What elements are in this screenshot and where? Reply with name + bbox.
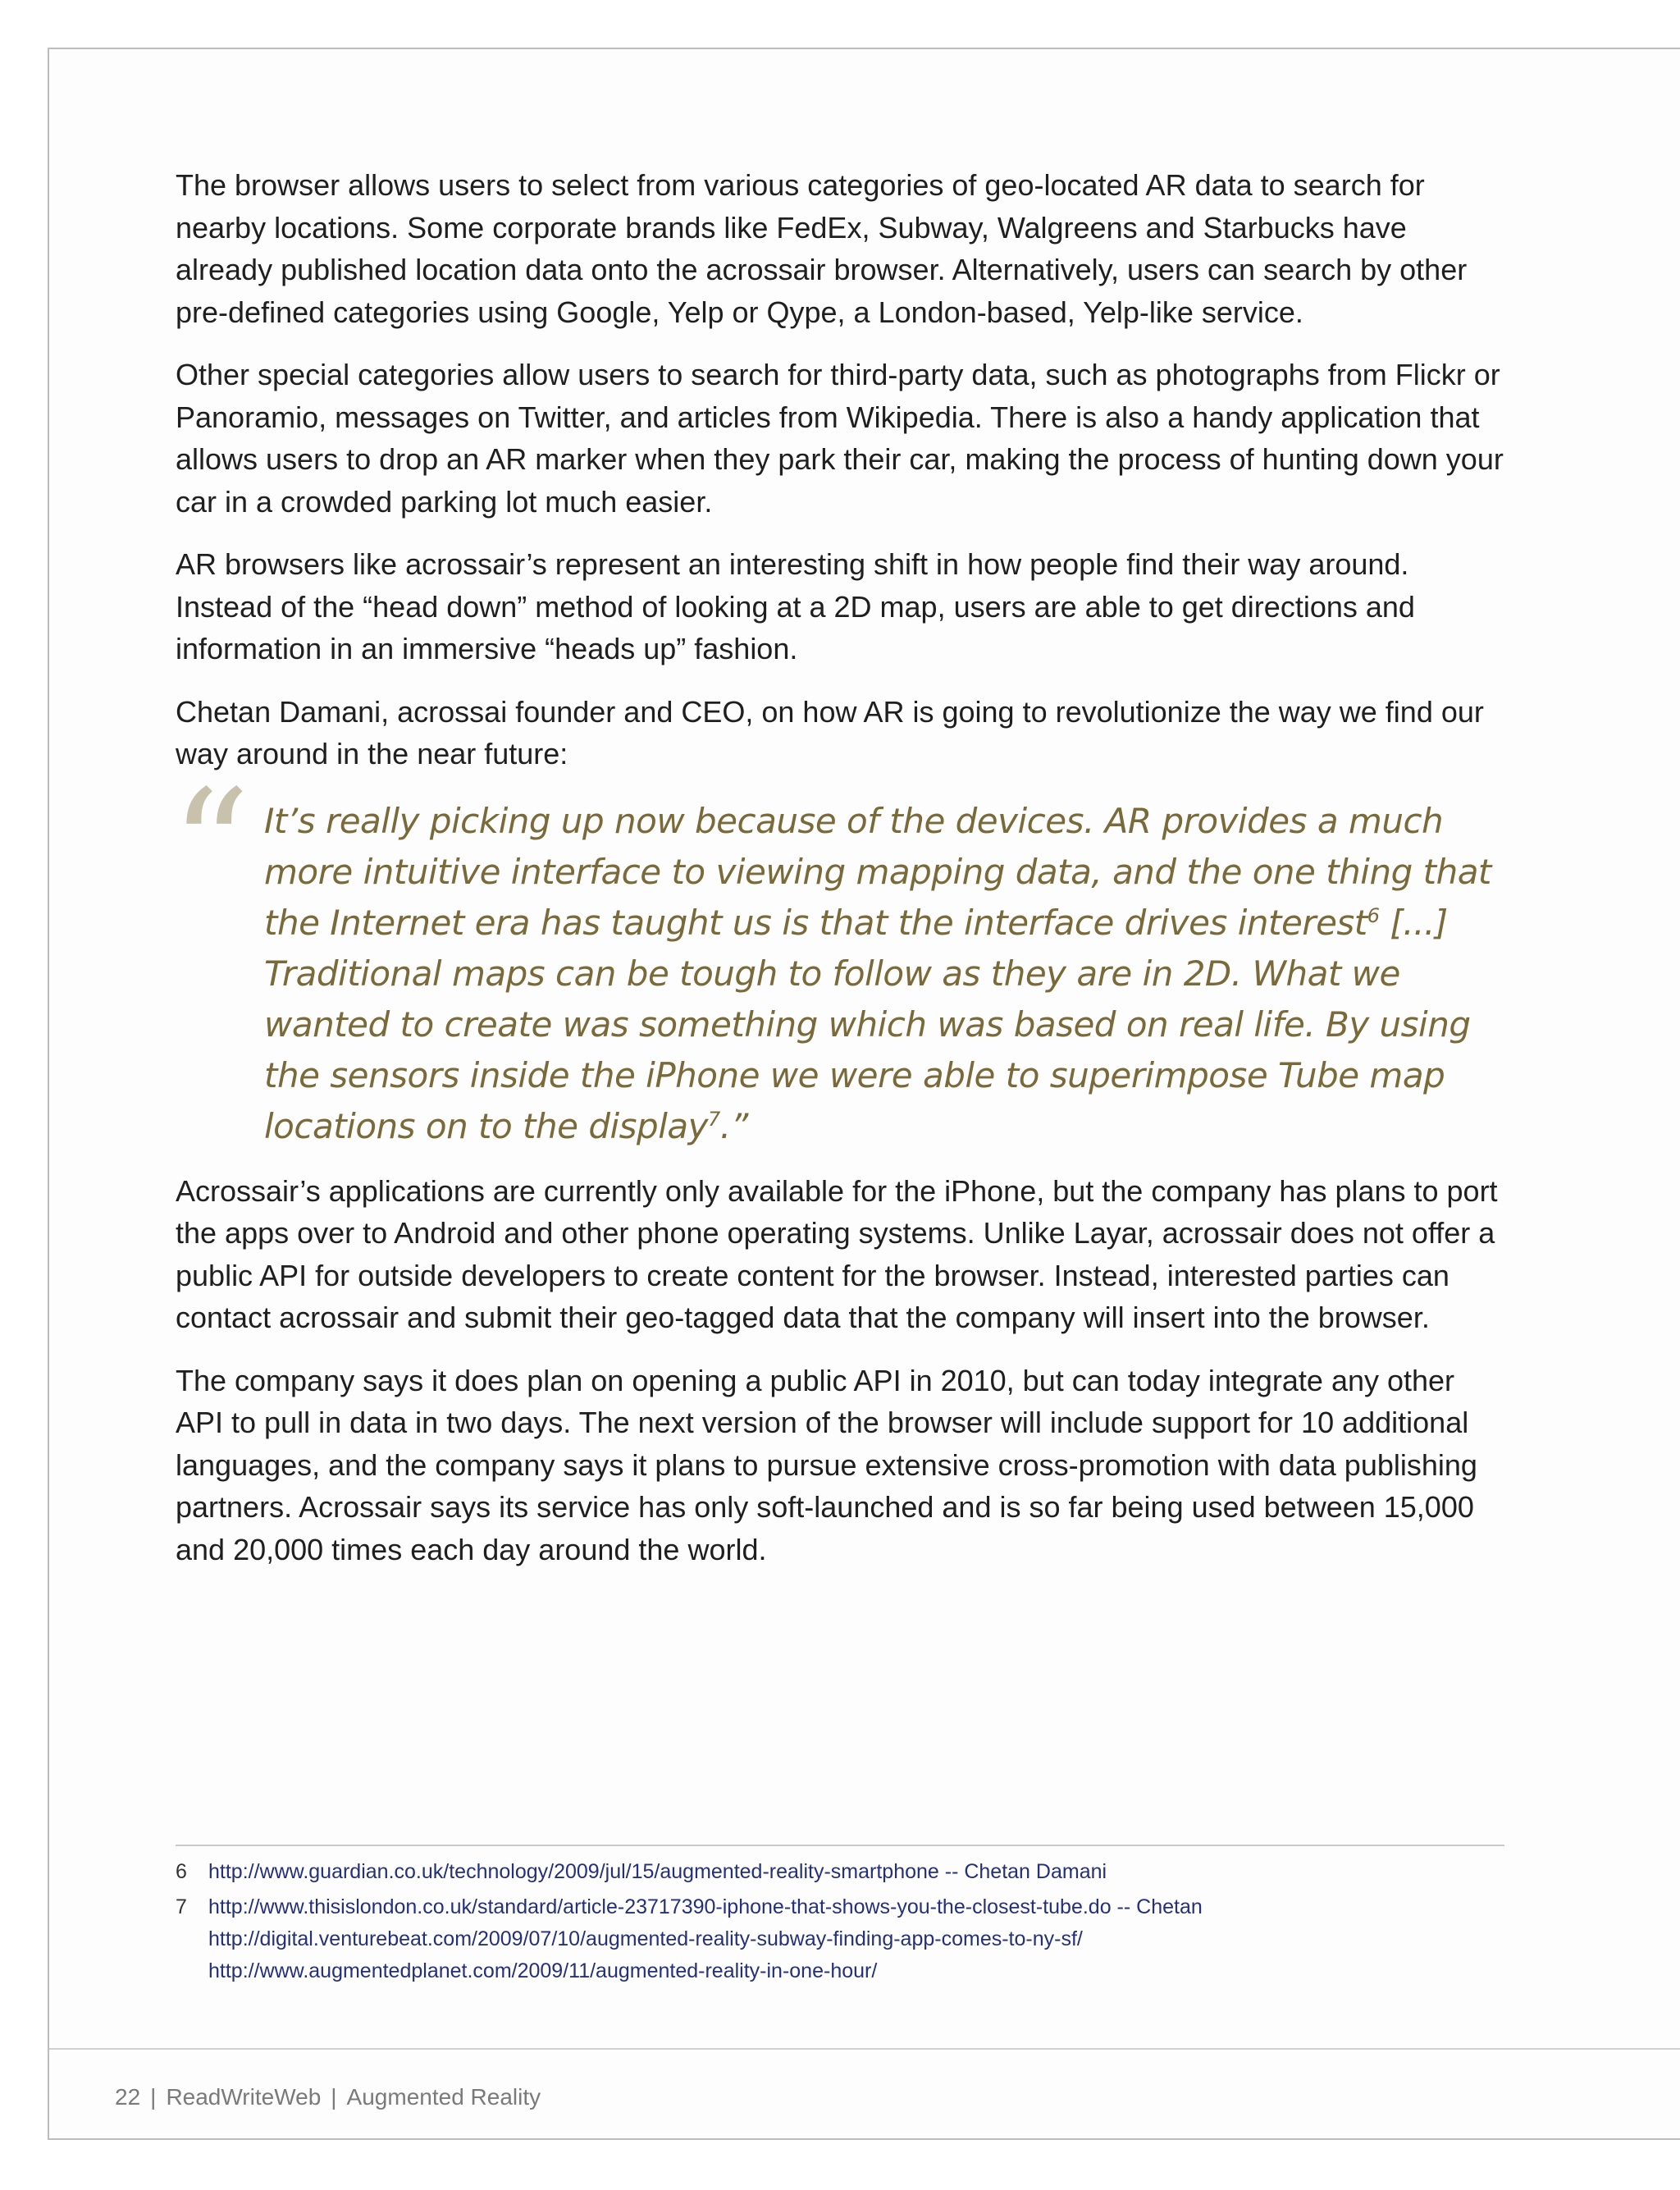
pull-quote bbox=[171, 756, 1504, 1152]
paragraph: Other special categories allow users to search for third-party data, such as photographs from Flickr or Panoramio, messages on Twitter, and articles from Wikipedia. There is also a handy application that allows users to drop an AR marker when they park their car, making the process of hunting down your car in a crowded parking lot much easier. bbox=[176, 358, 1504, 519]
footer-separator: | bbox=[150, 2084, 157, 2110]
footnote-divider bbox=[176, 1845, 1504, 1846]
paragraph: The company says it does plan on opening a public API in 2010, but can today integrate any other API to pull in data in two days. The next version of the browser will include support for 10 additional languages, and the company says it plans to pursue extensive cross-promotion with data publishing partners. Acrossair says its service has only soft-launched and is so far being used between 15,000 and 20,000 times each day around the world. bbox=[176, 1363, 1477, 1566]
footnote-ref-7[interactable]: 7 bbox=[707, 1107, 720, 1131]
article-body bbox=[171, 164, 1504, 1591]
paragraph: Chetan Damani, acrossai founder and CEO, on how AR is going to revolutionize the way we find our way around in the near future: bbox=[176, 694, 1484, 770]
paragraph: Acrossair’s applications are currently only available for the iPhone, but the company has plans to port the apps over to Android and other phone operating systems. Unlike Layar, acrossair does not offer a public API for outside developers to create content for the browser. Instead, interested parties can contact acrossair and submit their geo-tagged data that the company will insert into the browser. bbox=[176, 1173, 1498, 1334]
page-footer bbox=[115, 2084, 541, 2110]
quote-text bbox=[264, 796, 1504, 1152]
footnote-item bbox=[176, 1891, 1504, 1987]
quote-part-1: It’s really picking up now because of the devices. AR provides a much more intuitive interface to viewing mapping data, and the one thing that the Internet era has taught us is that the interface drives interest bbox=[264, 800, 1491, 943]
quote-mark-icon: “ bbox=[171, 756, 251, 938]
publication-name: ReadWriteWeb bbox=[166, 2084, 322, 2110]
quote-part-3: .” bbox=[719, 1105, 748, 1146]
paragraph: AR browsers like acrossair’s represent an interesting shift in how people find their way around. Instead of the “head down” method of looking at a 2D map, users are able to get directions and information in an immersive “heads up” fashion. bbox=[176, 547, 1415, 665]
footnote-link[interactable]: http://www.guardian.co.uk/technology/2009/jul/15/augmented-reality-smartphone -- Chetan Damani bbox=[208, 1860, 1107, 1883]
quote-part-2: [...] Traditional maps can be tough to follow as they are in 2D. What we wanted to create was something which was based on real life. By using the sensors inside the iPhone we were able to superimpose Tube map locations on to the display bbox=[264, 902, 1471, 1146]
footnote-number: 7 bbox=[176, 1895, 187, 1918]
footnote-item bbox=[176, 1856, 1504, 1888]
footnote-ref-6[interactable]: 6 bbox=[1367, 903, 1380, 927]
page-number: 22 bbox=[115, 2084, 141, 2110]
footnote-link[interactable]: http://digital.venturebeat.com/2009/07/10/augmented-reality-subway-finding-app-comes-to-ny-sf/ bbox=[208, 1927, 1083, 1950]
footnote-link[interactable]: http://www.augmentedplanet.com/2009/11/augmented-reality-in-one-hour/ bbox=[208, 1959, 878, 1982]
paragraph: The browser allows users to select from various categories of geo-located AR data to search for nearby locations. Some corporate brands like FedEx, Subway, Walgreens and Starbucks have already published location data onto the acrossair browser. Alternatively, users can search by other pre-defined categories using Google, Yelp or Qype, a London-based, Yelp-like service. bbox=[176, 168, 1468, 329]
footer-divider bbox=[49, 2048, 1680, 2050]
footnotes bbox=[176, 1856, 1504, 1991]
footer-separator: | bbox=[331, 2084, 337, 2110]
report-title: Augmented Reality bbox=[346, 2084, 541, 2110]
footnote-link[interactable]: http://www.thisislondon.co.uk/standard/article-23717390-iphone-that-shows-you-the-closest-tube.do -- Chetan bbox=[208, 1895, 1203, 1918]
footnote-number: 6 bbox=[176, 1860, 187, 1883]
